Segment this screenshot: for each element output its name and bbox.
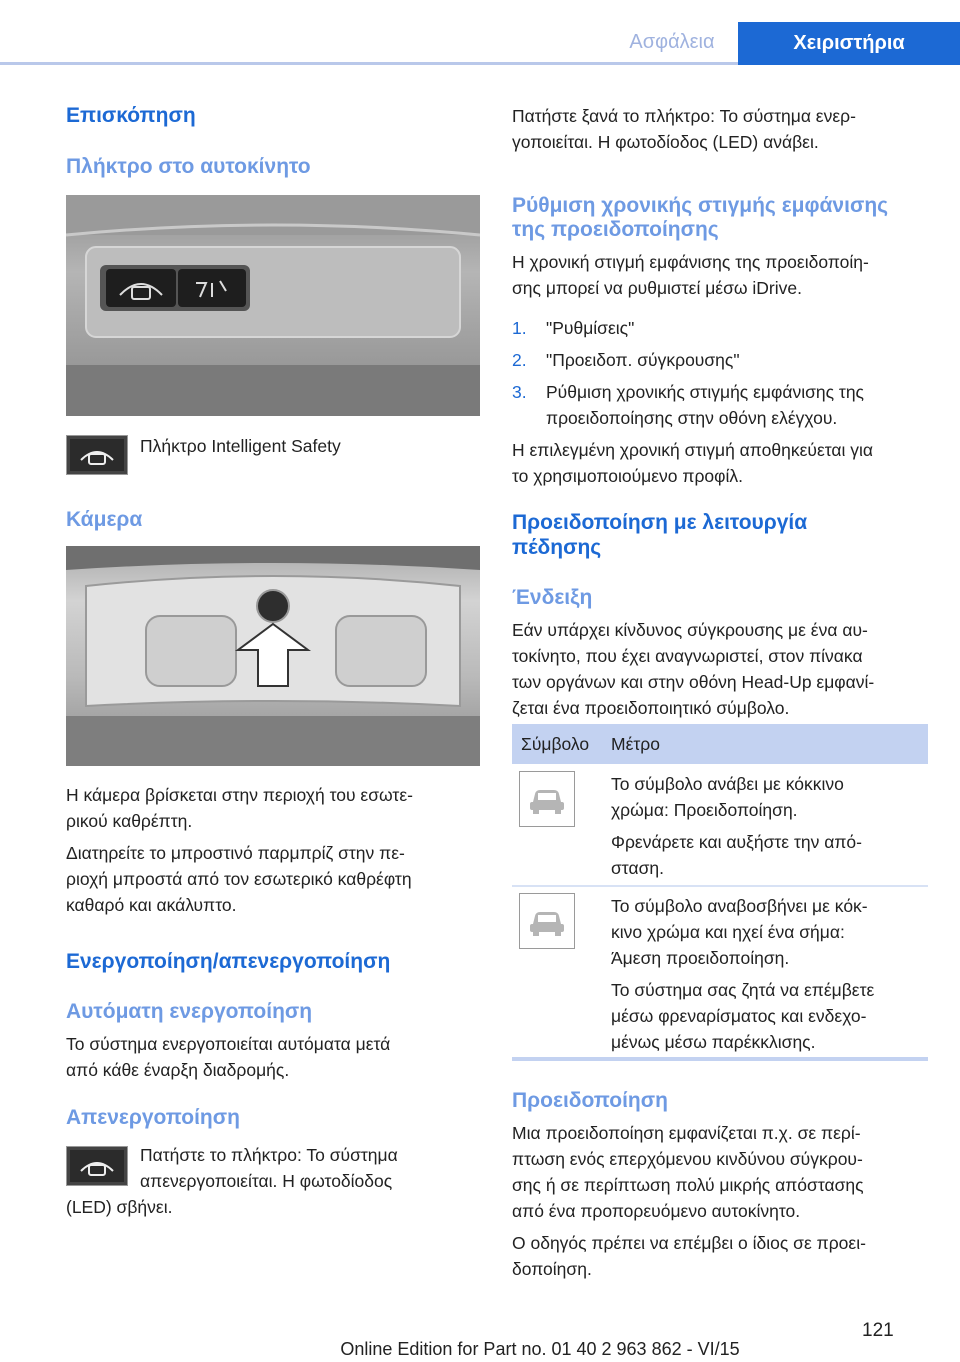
stored-line-1: Η επιλεγμένη χρονική στιγμή αποθηκεύεται για	[512, 440, 874, 460]
auto-activation-line-1: Το σύστημα ενεργοποιείται αυτόματα μετά	[66, 1034, 391, 1054]
deactivation-line-2: απενεργοποιείται. Η φωτοδίοδος	[140, 1171, 393, 1191]
row1-line-3: Φρενάρετε και αυξήστε την από‐	[611, 832, 862, 852]
step-2-number: 2.	[512, 350, 527, 370]
step-3-text: Ρύθμιση χρονικής στιγμής εμφάνισης της	[546, 382, 864, 402]
column-header-measure: Μέτρο	[611, 734, 660, 754]
row2-line-1: Το σύμβολο αναβοσβήνει με κόκ‐	[611, 896, 868, 916]
page-number: 121	[862, 1320, 894, 1341]
intelligent-safety-button-icon-2	[66, 1146, 128, 1186]
button-in-vehicle-heading: Πλήκτρο στο αυτοκίνητο	[66, 155, 311, 178]
windshield-note-line-3: καθαρό και ακάλυπτο.	[66, 895, 237, 915]
warning-line-4: από ένα προπορευόμενο αυτοκίνητο.	[512, 1201, 801, 1221]
button-panel-illustration	[66, 195, 480, 416]
warning-line-1: Μια προειδοποίηση εμφανίζεται π.χ. σε περί‐	[512, 1123, 861, 1143]
row2-line-6: μένως μέσω παρέκκλισης.	[611, 1032, 816, 1052]
auto-activation-line-2: από κάθε έναρξη διαδρομής.	[66, 1060, 290, 1080]
windshield-note-line-1: Διατηρείτε το μπροστινό παρμπρίζ στην πε‐	[66, 843, 405, 863]
deactivation-line-3: (LED) σβήνει.	[66, 1197, 173, 1217]
warning-heading: Προειδοποίηση	[512, 1089, 668, 1112]
edition-footer: Online Edition for Part no. 01 40 2 963 862 - VI/15	[340, 1339, 740, 1359]
timing-heading-line-2: της προειδοποίησης	[512, 218, 719, 241]
intelligent-safety-button-icon	[66, 435, 128, 475]
table-bottom-rule	[512, 1057, 928, 1061]
activation-title: Ενεργοποίηση/απενεργοποίηση	[66, 950, 391, 973]
auto-activation-heading: Αυτόματη ενεργοποίηση	[66, 1000, 313, 1023]
camera-photo	[66, 546, 480, 766]
indication-line-4: ζεται ένα προειδοποιητικό σύμβολο.	[512, 698, 790, 718]
deactivation-heading: Απενεργοποίηση	[66, 1106, 240, 1129]
table-row-separator	[512, 885, 928, 887]
timing-line-2: σης μπορεί να ρυθμιστεί μέσω iDrive.	[512, 278, 802, 298]
step-2-text: "Προειδοπ. σύγκρουσης"	[546, 350, 740, 370]
column-header-symbol: Σύμβολο	[521, 734, 590, 754]
driver-line-1: Ο οδηγός πρέπει να επέμβει ο ίδιος σε προει‐	[512, 1233, 866, 1253]
braking-warning-title-line-1: Προειδοποίηση με λειτουργία	[512, 511, 808, 534]
windshield-note-line-2: ριοχή μπροστά από τον εσωτερικό καθρέφτη	[66, 869, 412, 889]
deactivation-line-1: Πατήστε το πλήκτρο: Το σύστημα	[140, 1145, 398, 1165]
camera-heading: Κάμερα	[66, 508, 143, 531]
row1-line-2: χρώμα: Προειδοποίηση.	[611, 800, 798, 820]
indication-line-2: τοκίνητο, που έχει αναγνωριστεί, στον πίνακα	[512, 646, 863, 666]
camera-location-line-2: ρικού καθρέπτη.	[66, 811, 193, 831]
row2-line-2: κινο χρώμα και ηχεί ένα σήμα:	[611, 922, 845, 942]
row2-line-5: μέσω φρεναρίσματος και ενδεχο‐	[611, 1006, 867, 1026]
step-3-text-line-2: προειδοποίησης στην οθόνη ελέγχου.	[546, 408, 838, 428]
timing-heading-line-1: Ρύθμιση χρονικής στιγμής εμφάνισης	[512, 194, 889, 217]
warning-line-3: σης ή σε περίπτωση πολύ μικρής απόστασης	[512, 1175, 864, 1195]
indication-line-1: Εάν υπάρχει κίνδυνος σύγκρουσης με ένα αυ‐	[512, 620, 868, 640]
overview-title: Επισκόπηση	[66, 104, 196, 127]
driver-line-2: δοποίηση.	[512, 1259, 592, 1279]
row2-line-3: Άμεση προειδοποίηση.	[611, 948, 790, 968]
row1-line-4: σταση.	[611, 858, 664, 878]
warning-line-2: πτωση ενός επερχόμενου κινδύνου σύγκρου‐	[512, 1149, 863, 1169]
car-warning-flashing-symbol-icon	[519, 893, 575, 949]
button-caption: Πλήκτρο Intelligent Safety	[140, 436, 341, 456]
step-1-text: "Ρυθμίσεις"	[546, 318, 635, 338]
braking-warning-title-line-2: πέδησης	[512, 536, 602, 559]
camera-location-line-1: Η κάμερα βρίσκεται στην περιοχή του εσωτε‐	[66, 785, 413, 805]
timing-line-1: Η χρονική στιγμή εμφάνισης της προειδοποίη‐	[512, 252, 869, 272]
indication-heading: Ένδειξη	[512, 586, 593, 609]
step-1-number: 1.	[512, 318, 527, 338]
row1-line-1: Το σύμβολο ανάβει με κόκκινο	[611, 774, 844, 794]
reactivation-line-1: Πατήστε ξανά το πλήκτρο: Το σύστημα ενερ‐	[512, 106, 856, 126]
row2-line-4: Το σύστημα σας ζητά να επέμβετε	[611, 980, 875, 1000]
car-warning-symbol-icon	[519, 771, 575, 827]
button-panel-photo	[66, 195, 480, 416]
tab-controls[interactable]: Χειριστήρια	[738, 22, 960, 65]
camera-illustration	[66, 546, 480, 766]
reactivation-line-2: γοποιείται. Η φωτοδίοδος (LED) ανάβει.	[512, 132, 819, 152]
step-3-number: 3.	[512, 382, 527, 402]
indication-line-3: των οργάνων και στην οθόνη Head-Up εμφανί‐	[512, 672, 875, 692]
tab-safety[interactable]: Ασφάλεια	[629, 31, 715, 53]
stored-line-2: το χρησιμοποιούμενο προφίλ.	[512, 466, 743, 486]
